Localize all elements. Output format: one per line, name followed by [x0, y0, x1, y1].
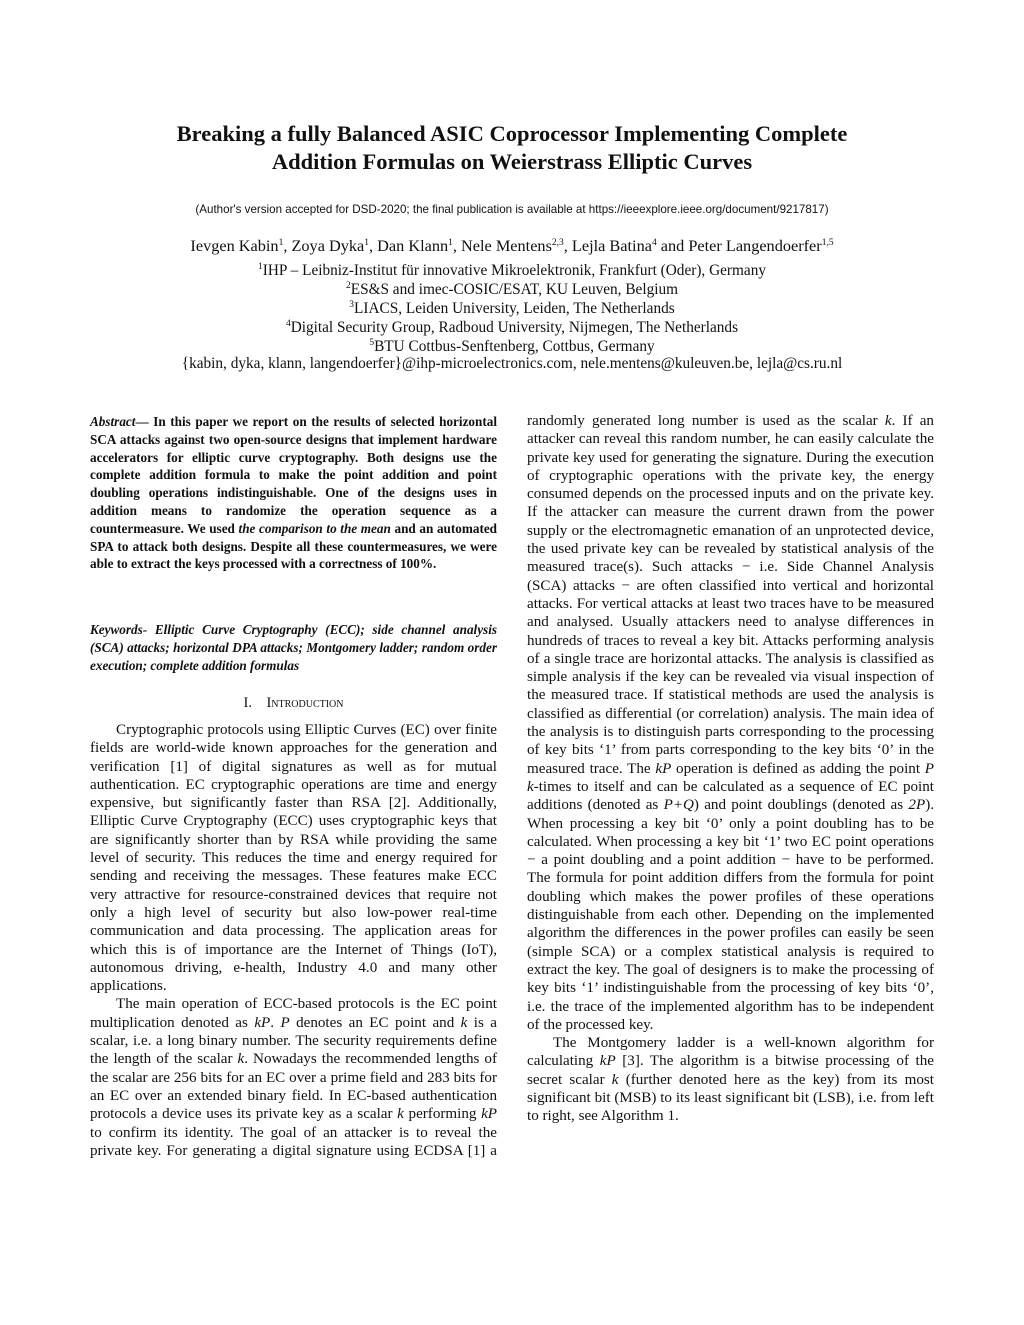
right-paragraph-1: randomly generated long number is used as the scalar k. If an attacker can reveal this random number, he can easily calculate the private key used for generating the signature. During the execution of cryptographic operations with the private key, the energy consumed depends on the processed inputs and on the private key. If the attacker can measure the current drawn from the power supply or the electromagnetic emanation of an unprotected device, the used private key can be revealed by statistical analysis of the measured trace(s). Such attacks − i.e. Side Channel Analysis (SCA) attacks − are often classified into vertical and horizontal attacks. For vertical attacks at least two traces have to be measured and analysed. Usually attackers need to analyse differences in hundreds of traces to reveal a key bit. Attacks performing analysis of a single trace are horizontal attacks. The analysis is classified as simple analysis if the key can be revealed via visual inspection of the measured trace. If statistical methods are used the analysis is classified as differential (or correlation) analysis. The main idea of the analysis is to distinguish parts corresponding to the processing of key bits ‘1’ from parts corresponding to the key bits ‘0’ in the measured trace. The kP operation is defined as adding the point P k-times to itself and can be calculated as a sequence of EC point additions (denoted as P+Q) and point doublings (denoted as 2P). When processing a key bit ‘0’ only a point doubling has to be calculated. When processing a key bit ‘1’ two EC point operations − a point doubling and a point addition − have to be performed. The formula for point addition differs from the formula for point doubling which makes the power profiles of these operations distinguishable from each other. Depending on the implemented algorithm the differences in the power profiles can easily be seen (simple SCA) or a complex statistical analysis is required to extract the key. The goal of designers is to make the processing of key bits ‘1’ indistinguishable from the processing of key bits ‘0’, i.e. the trace of the implemented algorithm has to be independent of the processed key.	[527, 413, 934, 1033]
title-line-2: Addition Formulas on Weierstrass Elliptic Curves	[271, 149, 753, 174]
author-list: Ievgen Kabin$^1$, Zoya Dyka$^1$, Dan Klann$^1$, Nele Mentens$^{2,3}$, Lejla Batina$^4$ and Peter Langendoerfer$^{1,5}$	[190, 236, 834, 255]
affil-sup: 2	[345, 281, 351, 291]
abstract-emphasis: the comparison to the mean	[238, 520, 391, 536]
abstract-dash: —	[135, 414, 154, 429]
author-affil-sup: 4	[651, 238, 657, 248]
section-title: Introduction	[266, 695, 344, 711]
affil-sup: 5	[369, 338, 375, 348]
affil-text: BTU Cottbus-Senftenberg, Cottbus, Germany	[374, 338, 655, 355]
author-name: Ievgen Kabin	[190, 236, 279, 255]
section-number: I.	[243, 695, 252, 711]
paper-title	[60, 120, 964, 176]
affil-text: IHP – Leibniz-Institut für innovative Mikroelektronik, Frankfurt (Oder), Germany	[262, 262, 766, 279]
version-note: (Author's version accepted for DSD-2020; the final publication is available at https://ieeexplore.ieee.org/document/9217817)	[195, 203, 829, 216]
affil-text: ES&S and imec-COSIC/ESAT, KU Leuven, Belgium	[350, 281, 679, 298]
abstract-text: In this paper we report on the results of selected horizontal SCA attacks against two open-source designs that implement hardware accelerators for elliptic curve cryptography. Both designs use the complete addition formula to make the point addition and point doubling operations indistinguishable. One of the designs uses in addition means to randomize the operation sequence as a countermeasure. We used	[90, 414, 498, 536]
abstract-label: Abstract	[90, 414, 136, 429]
right-paragraph-2: The Montgomery ladder is a well-known algorithm for calculating kP [3]. The algorithm is a bitwise processing of the secret scalar k (further denoted here as the key) from its most significant bit (MSB) to its least significant bit (LSB), i.e. from left to right, see Algorithm 1.	[527, 1035, 934, 1125]
abstract	[90, 413, 497, 573]
author-affil-sup: 2,3	[551, 238, 564, 248]
author-name: Peter Langendoerfer	[688, 236, 822, 255]
keywords: Keywords- Elliptic Curve Cryptography (ECC); side channel analysis (SCA) attacks; horizontal DPA attacks; Montgomery ladder; random order execution; complete addition formulas	[90, 622, 497, 673]
author-name: Zoya Dyka	[291, 236, 365, 255]
affil-text: Digital Security Group, Radboud University, Nijmegen, The Netherlands	[290, 319, 739, 336]
author-affil-sup: 1	[448, 238, 453, 248]
section-heading	[90, 695, 497, 712]
author-affil-sup: 1,5	[821, 238, 834, 248]
author-name: Nele Mentens	[461, 236, 552, 255]
intro-paragraph-1: Cryptographic protocols using Elliptic Curves (EC) over finite fields are world-wide known approaches for the generation and verification [1] of digital signatures as well as for mutual authentication. EC cryptographic operations are time and energy expensive, but significantly faster than RSA [2]. Additionally, Elliptic Curve Cryptography (ECC) uses cryptographic keys that are significantly shorter than by RSA while providing the same level of security. This reduces the time and energy required for sending and receiving the messages. These features make ECC very attractive for resource-constrained devices that require not only a high level of security but also low-power real-time communication and data processing. The application areas for which this is of importance are the Internet of Things (IoT), autonomous driving, e-health, Industry 4.0 and many other applications.	[90, 722, 497, 995]
affil-text: LIACS, Leiden University, Leiden, The Netherlands	[354, 300, 675, 317]
affil-sup: 4	[285, 319, 291, 329]
intro-paragraph-2: The main operation of ECC-based protocols is the EC point multiplication denoted as kP. P denotes an EC point and k is a scalar, i.e. a long binary number. The security requirements define the length of the scalar k. Nowadays the recommended lengths of the scalar are 256 bits for an EC over a prime field and 283 bits for an EC over an extended binary field. In EC-based authentication protocols a device uses its private key as a scalar k performing kP to confirm its identity. The goal of an attacker is to reveal the private key. For generating a digital signature using ECDSA [1] a	[90, 996, 497, 1159]
author-name: Dan Klann	[377, 236, 449, 255]
author-emails: {kabin, dyka, klann, langendoerfer}@ihp-microelectronics.com, nele.mentens@kuleuven.be, lejla@cs.ru.nl	[181, 355, 843, 372]
affil-sup: 1	[257, 262, 263, 272]
right-column-body	[527, 412, 934, 1126]
title-line-1: Breaking a fully Balanced ASIC Coprocessor Implementing Complete	[176, 121, 848, 146]
left-column-body	[90, 721, 497, 1160]
author-affil-sup: 1	[364, 238, 370, 248]
abstract-text: and an automated SPA to attack both designs. Despite all these countermeasures, we were able to extract the keys processed with a correctness of 100%.	[90, 520, 498, 572]
affil-sup: 3	[349, 300, 354, 310]
affiliation-5	[40, 334, 984, 356]
author-name: Lejla Batina	[571, 236, 652, 255]
author-affil-sup: 1	[278, 238, 284, 248]
author-and: and	[660, 236, 685, 255]
